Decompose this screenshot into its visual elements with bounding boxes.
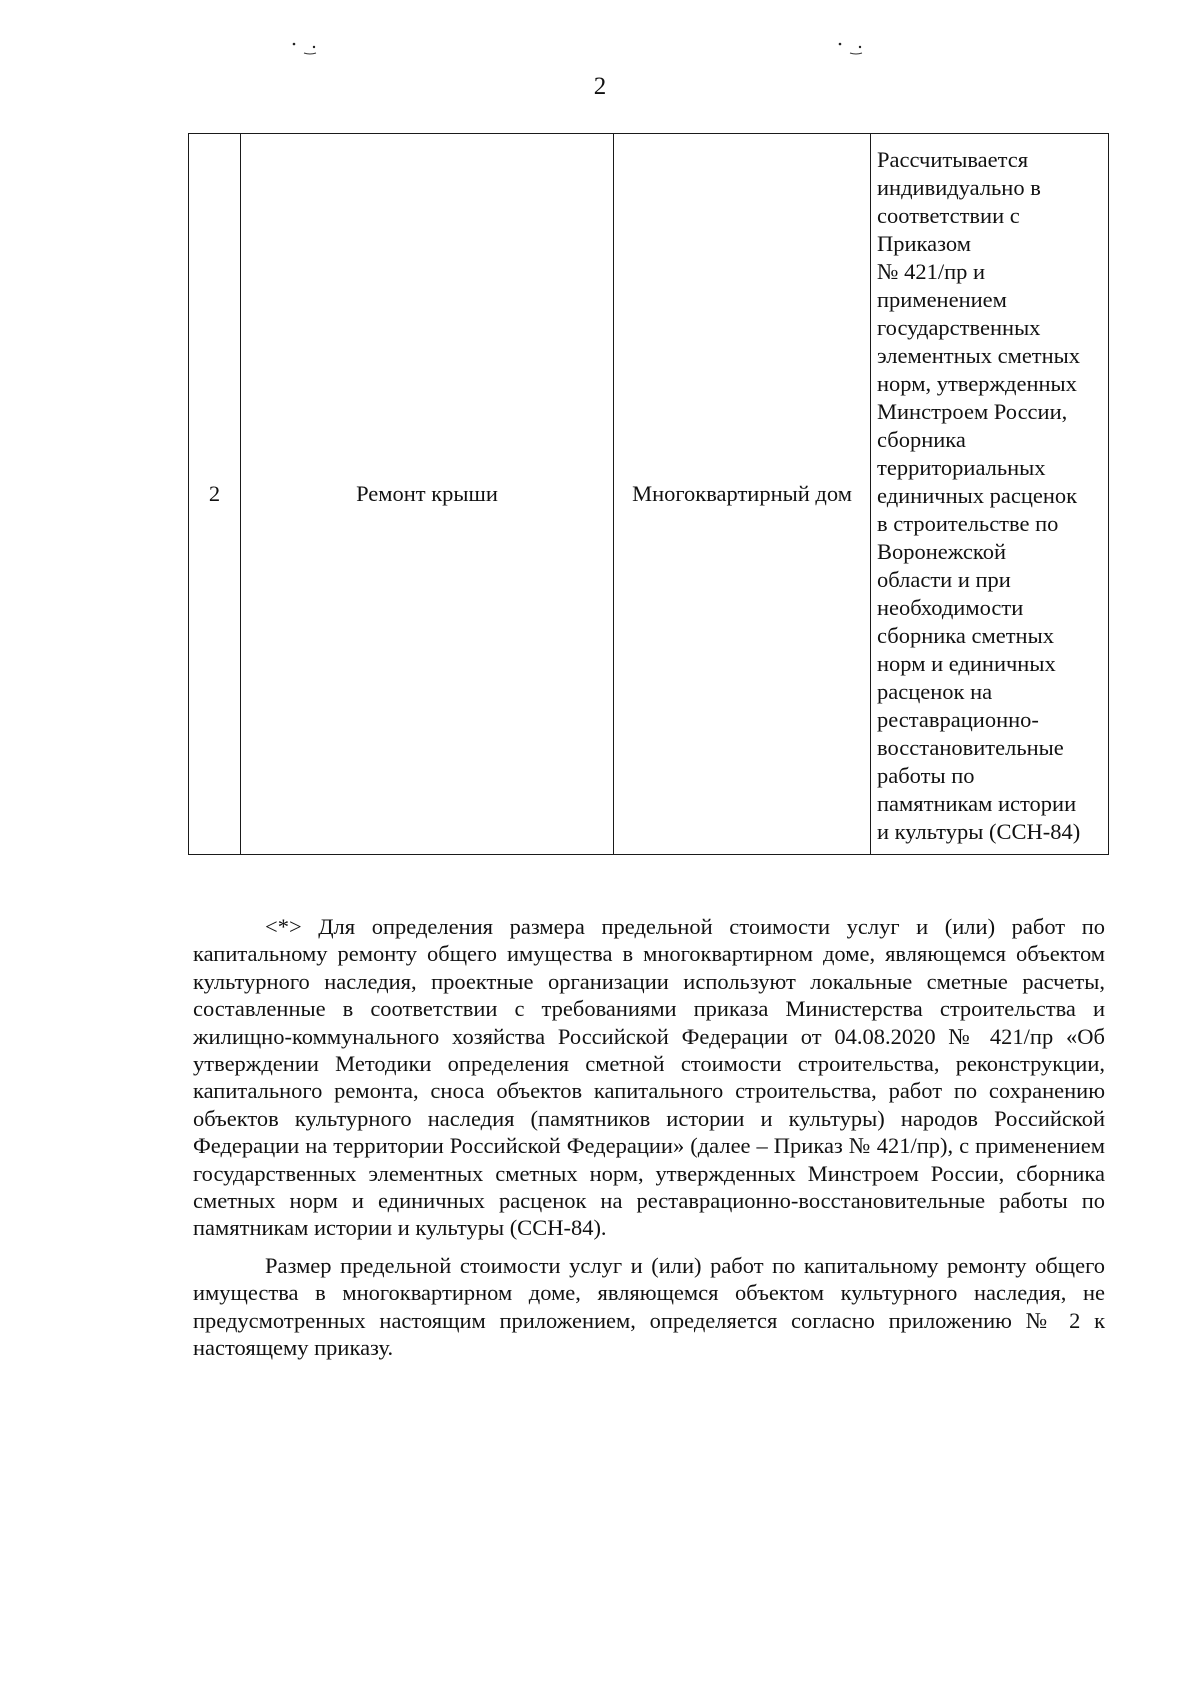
scan-mark-right (838, 42, 864, 56)
method-line: сборника сметных (877, 623, 1054, 648)
row-number: 2 (189, 134, 241, 855)
method-line: Минстроем России, (877, 399, 1068, 424)
method-line: индивидуально в (877, 175, 1041, 200)
method-line: норм, утвержденных (877, 371, 1077, 396)
method-line: применением (877, 287, 1007, 312)
table-row (189, 134, 1109, 855)
method-line: расценок на (877, 679, 993, 704)
method-line: восстановительные (877, 735, 1064, 760)
method-line: в строительстве по (877, 511, 1059, 536)
method-line: элементных сметных (877, 343, 1081, 368)
object-type: Многоквартирный дом (614, 134, 871, 855)
method-line: соответствии с (877, 203, 1020, 228)
method-line: Воронежской (877, 539, 1006, 564)
method-line: необходимости (877, 595, 1024, 620)
method-line: единичных расценок (877, 483, 1078, 508)
scan-mark-left (292, 42, 318, 56)
method-line: памятникам истории (877, 791, 1077, 816)
page-number: 2 (593, 73, 607, 100)
work-type: Ремонт крыши (241, 134, 614, 855)
method-line: работы по (877, 763, 975, 788)
method-line: области и при (877, 567, 1011, 592)
method-line: территориальных (877, 455, 1046, 480)
method-line: сборника (877, 427, 966, 452)
method-line: реставрационно- (877, 707, 1039, 732)
calculation-method (871, 134, 1109, 855)
method-line: Приказом (877, 231, 971, 256)
method-line: норм и единичных (877, 651, 1056, 676)
method-line: Рассчитывается (877, 147, 1029, 172)
method-line: № 421/пр и (877, 259, 986, 284)
body-paragraph: Размер предельной стоимости услуг и (или) работ по капитальному ремонту общего имущества в многоквартирном доме, являющемся объектом культурного наследия, не предусмотренных настоящим приложением, определяется согласно приложению № 2 к настоящему приказу. (193, 1253, 1105, 1361)
cost-table (188, 133, 1109, 855)
method-line: и культуры (ССН-84) (877, 819, 1081, 844)
method-line: государственных (877, 315, 1041, 340)
footnote-paragraph: <*> Для определения размера предельной стоимости услуг и (или) работ по капитальному ремонту общего имущества в многоквартирном доме, являющемся объектом культурного наследия, проектные организации используют локальные сметные расчеты, составленные в соответствии с требованиями приказа Министерства строительства и жилищно-коммунального хозяйства Российской Федерации от 04.08.2020 № 421/пр «Об утверждении Методики определения сметной стоимости строительства, реконструкции, капитального ремонта, сноса объектов капитального строительства, работ по сохранению объектов культурного наследия (памятников истории и культуры) народов Российской Федерации на территории Российской Федерации» (далее – Приказ № 421/пр), с применением государственных элементных сметных норм, утвержденных Минстроем России, сборника сметных норм и единичных расценок на реставрационно-восстановительные работы по памятникам истории и культуры (ССН-84). (193, 914, 1105, 1241)
